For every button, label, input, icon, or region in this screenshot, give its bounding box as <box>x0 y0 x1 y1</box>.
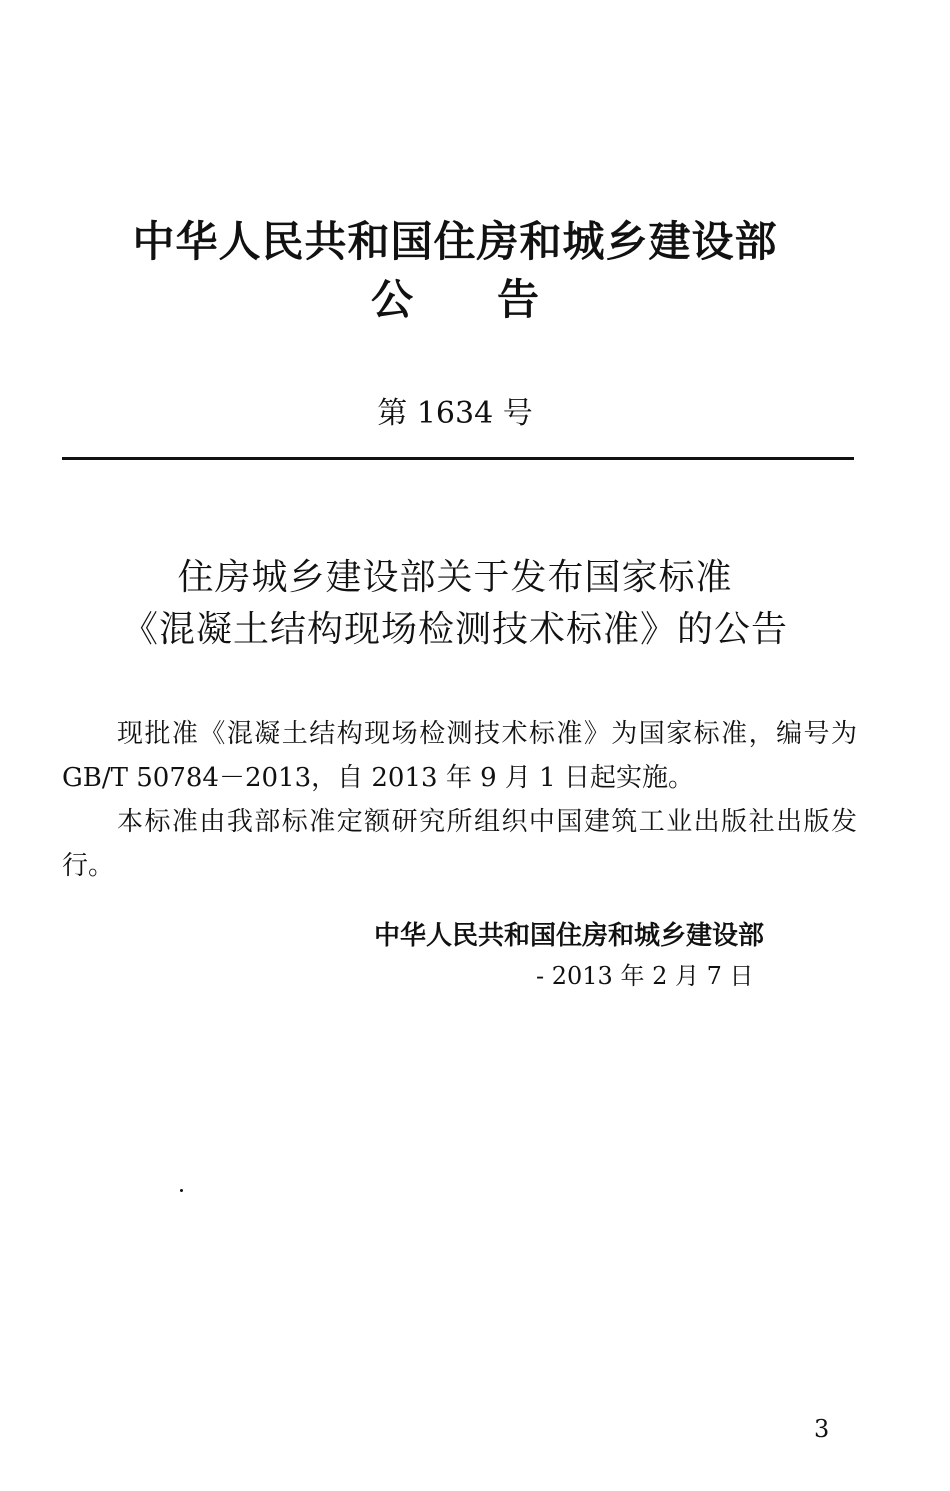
notice-number: 第 1634 号 <box>377 396 533 431</box>
print-speck <box>180 1189 183 1192</box>
notice-heading: 公 告 <box>370 275 539 324</box>
body-paragraph-publication: 本标准由我部标准定额研究所组织中国建筑工业出版社出版发行。 <box>62 807 857 881</box>
announcement-title-line-1: 住房城乡建设部关于发布国家标准 <box>177 557 733 598</box>
header-divider <box>62 457 854 460</box>
body-paragraph-approval: 现批准《混凝土结构现场检测技术标准》为国家标准，编号为 GB/T 50784－2013，自 2013 年 9 月 1 日起实施。 <box>62 719 857 793</box>
page-number: 3 <box>814 1415 830 1443</box>
signature-date: - 2013 年 2 月 7 日 <box>536 962 754 990</box>
announcement-title-line-2: 《混凝土结构现场检测技术标准》的公告 <box>121 609 788 650</box>
signature-organization: 中华人民共和国住房和城乡建设部 <box>374 921 765 951</box>
ministry-title: 中华人民共和国住房和城乡建设部 <box>132 217 778 266</box>
